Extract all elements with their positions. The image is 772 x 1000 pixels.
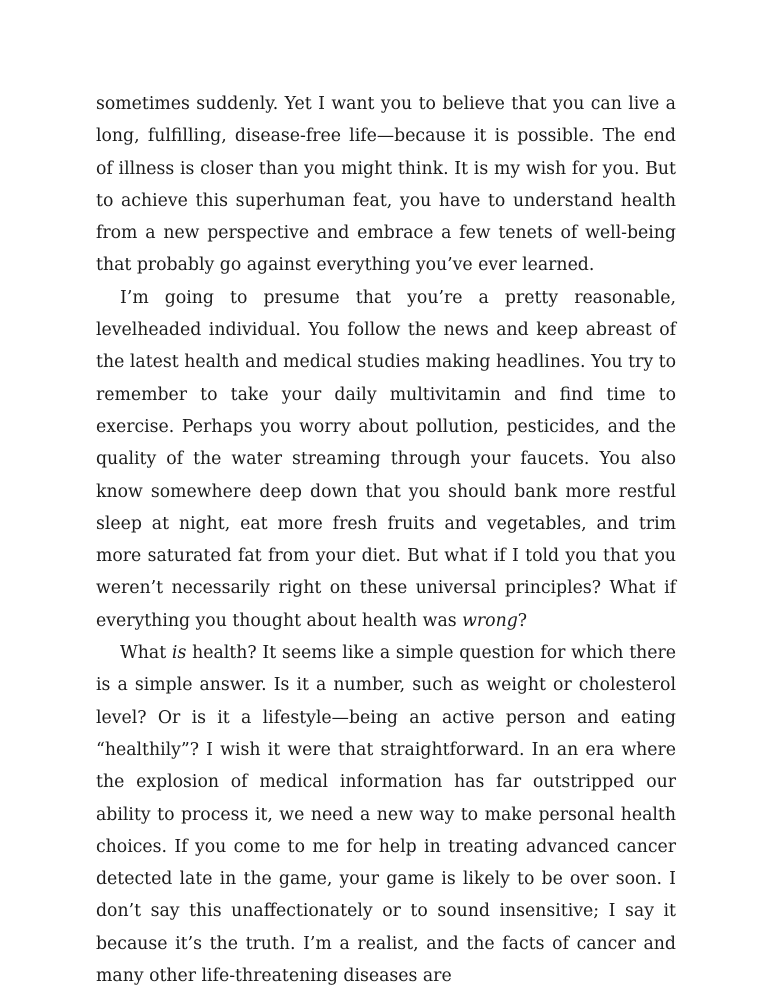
paragraph-1-text: sometimes suddenly. Yet I want you to believe that you can live a long, fulfilling, disease-free life—because it is possible. The end of illness is closer than you might think. It is my wish for you. But to achieve this superhuman feat, you have to understand health from a new perspective and embrace a few tenets of well-being that probably go against everything you’ve ever learned. — [96, 94, 676, 276]
paragraph-2 — [96, 282, 676, 637]
paragraph-3-emphasis: is — [171, 643, 187, 664]
paragraph-3 — [96, 637, 676, 992]
paragraph-2-text-after: ? — [517, 610, 528, 631]
paragraph-2-emphasis: wrong — [462, 610, 518, 631]
paragraph-3-text-after: health? It seems like a simple question for which there is a simple answer. Is it a number, such as weight or cholesterol level? Or is it a lifestyle—being an active person and eating “healthily”? I wish it were that straightforward. In an era where the explosion of medical information has far outstripped our ability to process it, we need a new way to make personal health choices. If you come to me for help in treating advanced cancer detected late in the game, your game is likely to be over soon. I don’t say this unaffectionately or to sound insensitive; I say it because it’s the truth. I’m a realist, and the facts of cancer and many other life-threatening diseases are — [96, 643, 676, 987]
paragraph-3-text-before: What — [120, 643, 172, 664]
paragraph-2-text-before: I’m going to presume that you’re a pretty reasonable, levelheaded individual. You follow the news and keep abreast of the latest health and medical studies making headlines. You try to remember to take your daily multivitamin and find time to exercise. Perhaps you worry about pollution, pesticides, and the quality of the water streaming through your faucets. You also know somewhere deep down that you should bank more restful sleep at night, eat more fresh fruits and vegetables, and trim more saturated fat from your diet. But what if I told you that you weren’t necessarily right on these universal principles? What if everything you thought about health was — [96, 287, 676, 631]
body-text — [96, 88, 676, 992]
paragraph-1 — [96, 88, 676, 282]
